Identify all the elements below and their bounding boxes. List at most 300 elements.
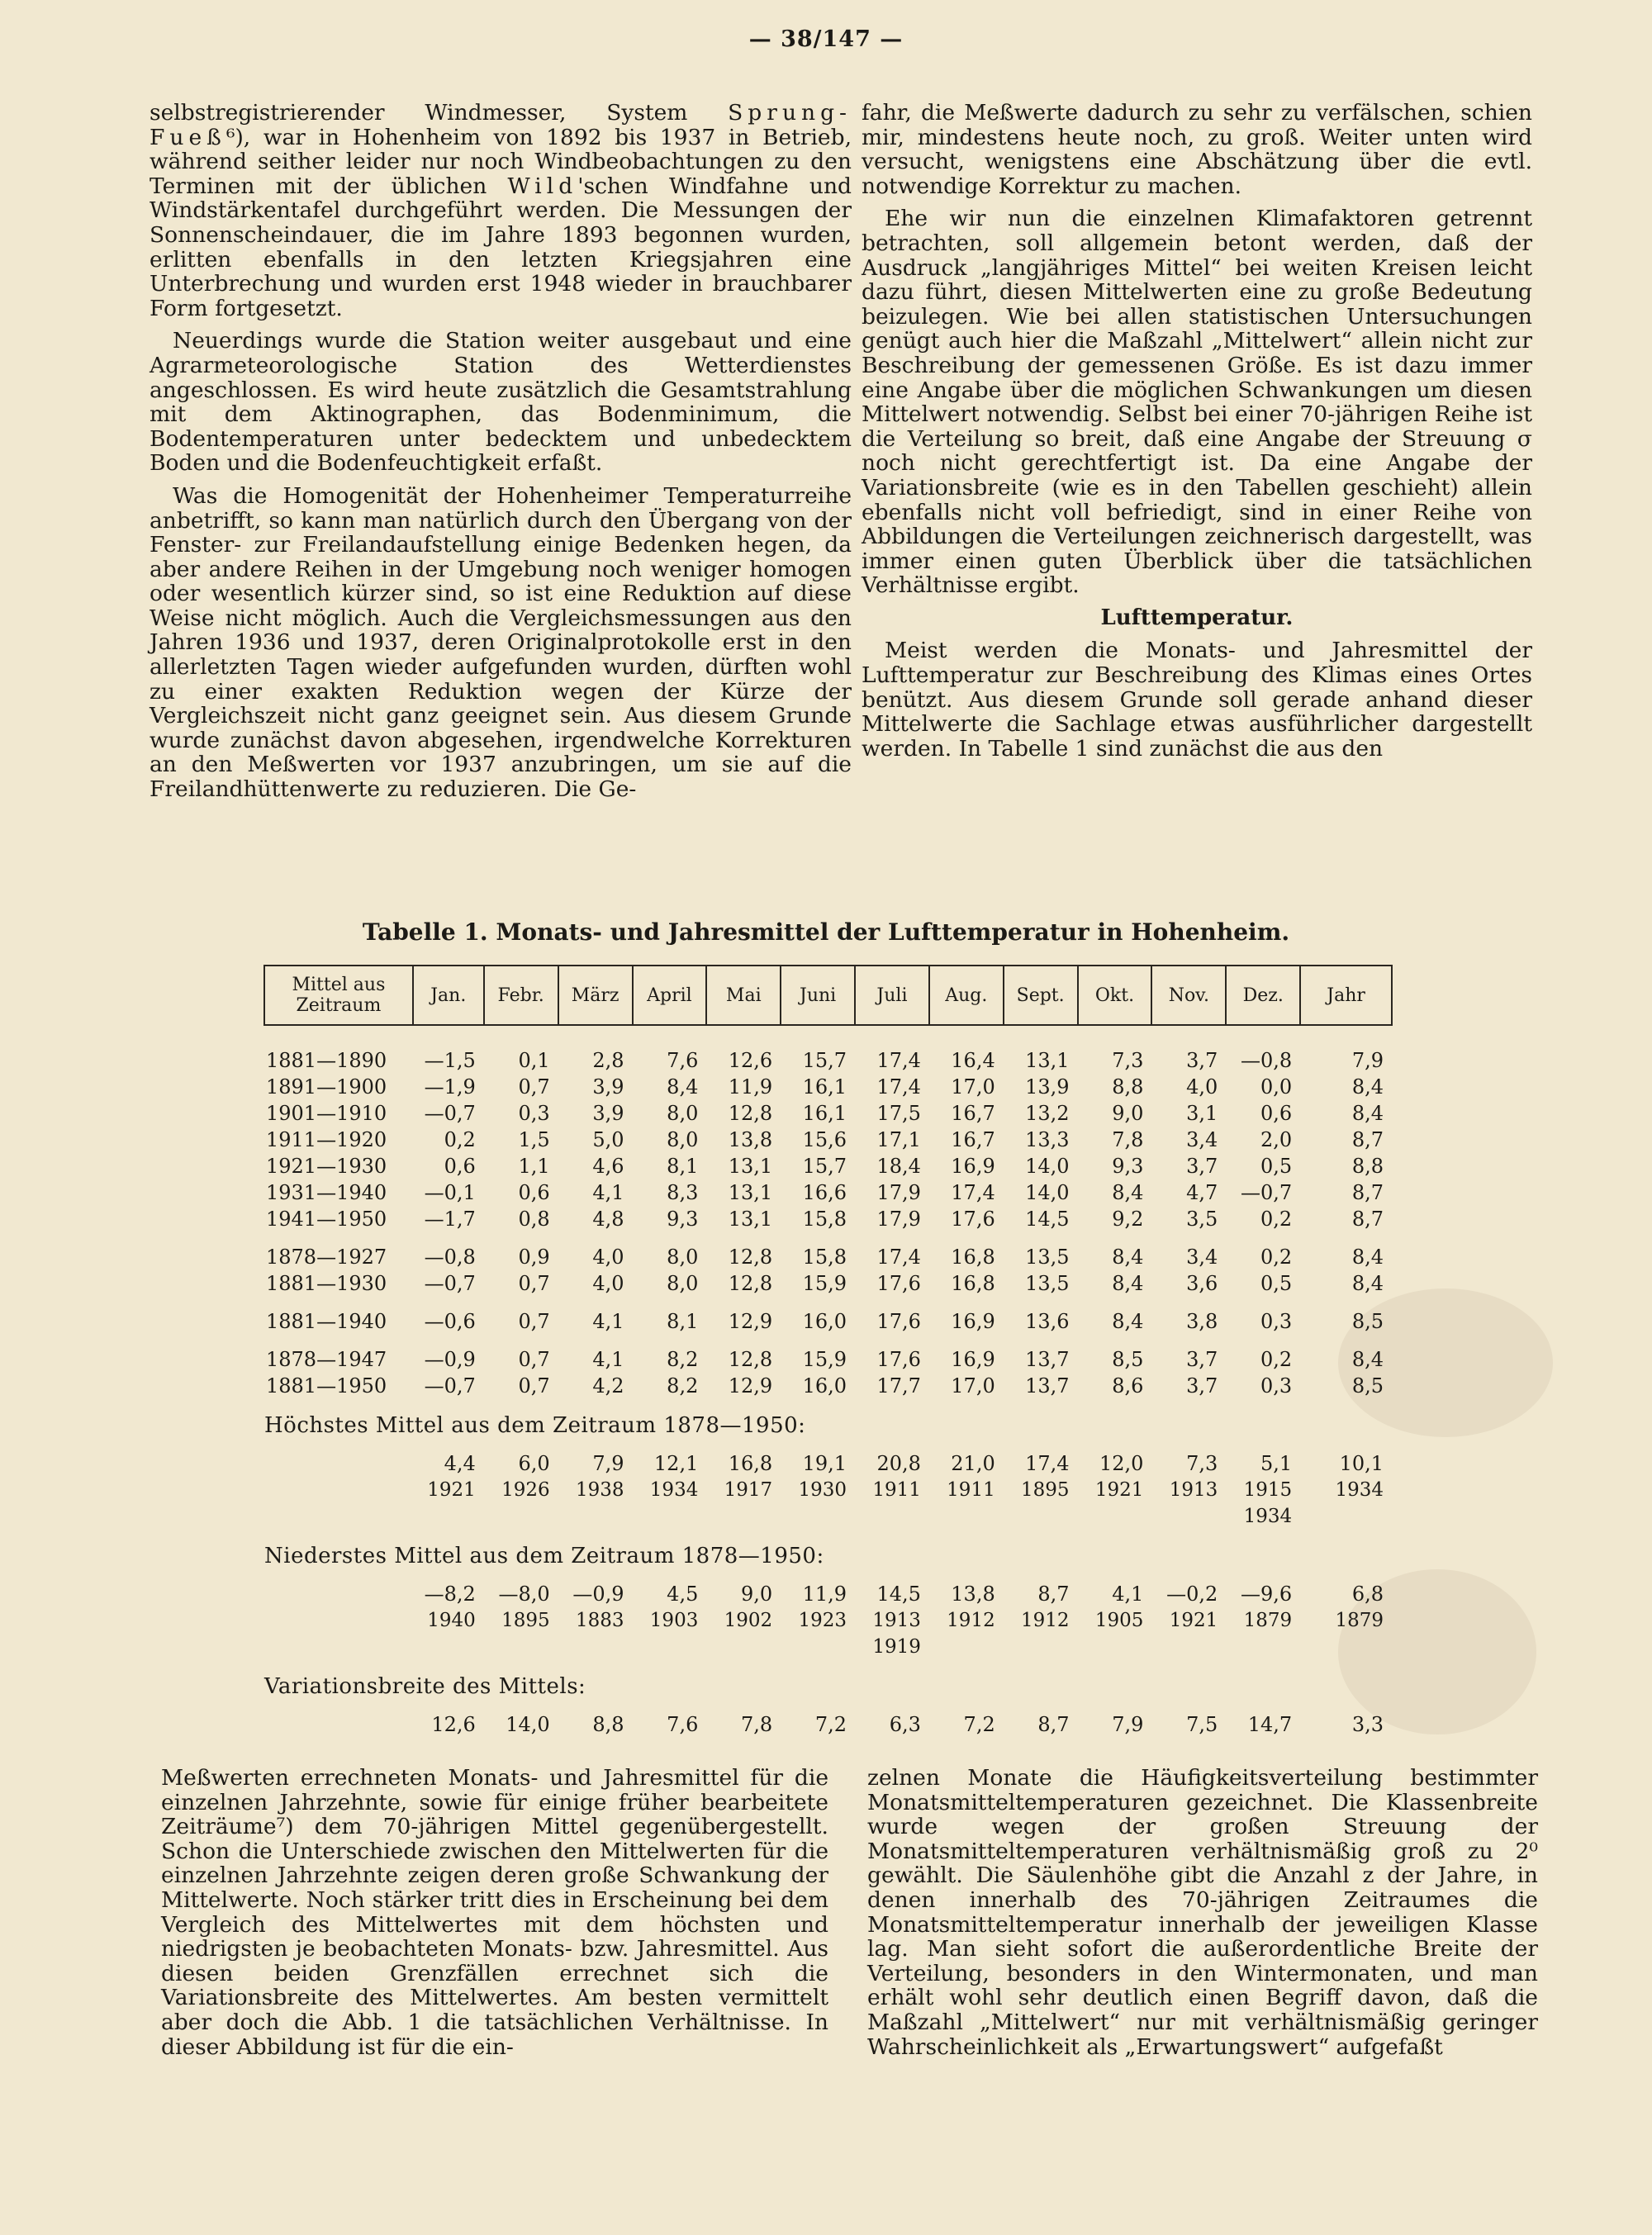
table-cell: 17,9 bbox=[876, 1181, 921, 1204]
column-bottom-right bbox=[867, 1766, 1538, 2059]
table-cell: 8,7 bbox=[1351, 1181, 1384, 1204]
table-cell: 14,0 bbox=[1025, 1155, 1070, 1178]
table-cell: —0,8 bbox=[1240, 1049, 1293, 1072]
table-row bbox=[264, 1074, 1392, 1100]
table-cell: 14,5 bbox=[876, 1583, 921, 1606]
table-cell: 13,1 bbox=[728, 1208, 773, 1231]
table-cell: 12,8 bbox=[728, 1246, 773, 1269]
table-cell: 16,9 bbox=[951, 1348, 995, 1371]
text: 'schen Windfahne und Windstärkentafel durchgeführt werden. Die Messungen der Sonnenscheindauer, die im Jahre 1893 begonnen wurden, erlitten ebenfalls in den letzten Kriegsjahren eine Unterbrechung und wurden erst 1948 wieder in brauchbarer Form fortgesetzt. bbox=[150, 173, 852, 321]
table-cell: 8,4 bbox=[1112, 1272, 1144, 1295]
table-cell: 4,1 bbox=[592, 1348, 624, 1371]
table-cell: 4,0 bbox=[592, 1246, 624, 1269]
table-cell: 1883 bbox=[575, 1610, 624, 1631]
table-cell: 1934 bbox=[649, 1479, 699, 1501]
table-cell: 8,8 bbox=[1112, 1075, 1144, 1099]
table-cell: 1940 bbox=[427, 1610, 476, 1631]
table-cell: 1,5 bbox=[518, 1128, 550, 1151]
table-cell: 0,2 bbox=[1260, 1348, 1293, 1371]
table-cell: 7,2 bbox=[963, 1713, 995, 1736]
name-spaced: Sprung-Fueß bbox=[150, 100, 852, 150]
text: ⁶), war in Hohenheim von 1892 bis 1937 in Betrieb, während seither leider nur noch Windbeobachtungen zu den Terminen mit der üblichen bbox=[150, 124, 852, 199]
table-cell: 7,6 bbox=[667, 1713, 699, 1736]
table-cell: 3,1 bbox=[1186, 1102, 1218, 1125]
table-cell: 17,4 bbox=[876, 1246, 921, 1269]
table-cell: 4,0 bbox=[1186, 1075, 1218, 1099]
table-cell: 17,6 bbox=[876, 1272, 921, 1295]
header-cell: Mittel aus Zeitraum bbox=[264, 966, 413, 1025]
row-label: 1921—1930 bbox=[266, 1155, 387, 1178]
table-cell: 16,0 bbox=[802, 1374, 847, 1397]
table-caption: Tabelle 1. Monats- und Jahresmittel der Lufttemperatur in Hohenheim. bbox=[362, 918, 1290, 946]
table-cell bbox=[558, 1634, 633, 1660]
table-cell: 8,7 bbox=[1037, 1713, 1070, 1736]
table-cell: 9,3 bbox=[667, 1208, 699, 1231]
table-cell: 14,0 bbox=[506, 1713, 550, 1736]
table-cell: 8,6 bbox=[1112, 1374, 1144, 1397]
table-cell: 4,1 bbox=[1112, 1583, 1144, 1606]
table-cell: 17,7 bbox=[876, 1374, 921, 1397]
table-cell: 8,8 bbox=[1351, 1155, 1384, 1178]
table-cell: 0,6 bbox=[1260, 1102, 1293, 1125]
table-cell: 17,5 bbox=[876, 1102, 921, 1125]
table-cell: 3,7 bbox=[1186, 1374, 1218, 1397]
table-cell bbox=[929, 1634, 1004, 1660]
table-cell: 17,4 bbox=[876, 1049, 921, 1072]
table-cell: 13,6 bbox=[1025, 1310, 1070, 1333]
table-row bbox=[264, 1127, 1392, 1153]
table-cell: 7,9 bbox=[592, 1452, 624, 1475]
table-cell: 8,3 bbox=[667, 1181, 699, 1204]
table-cell: 17,4 bbox=[876, 1075, 921, 1099]
header-cell: Jahr bbox=[1300, 966, 1392, 1025]
table-header-row bbox=[264, 966, 1392, 1025]
table-row bbox=[264, 1503, 1392, 1530]
table-cell: 16,8 bbox=[728, 1452, 773, 1475]
table-cell: 3,4 bbox=[1186, 1128, 1218, 1151]
table-cell: 8,4 bbox=[1351, 1246, 1384, 1269]
table-cell bbox=[558, 1503, 633, 1530]
table-cell: 17,0 bbox=[951, 1075, 995, 1099]
table-cell: 0,2 bbox=[1260, 1208, 1293, 1231]
table-cell: 12,8 bbox=[728, 1272, 773, 1295]
table-cell: 8,0 bbox=[667, 1102, 699, 1125]
header-cell: Febr. bbox=[484, 966, 558, 1025]
table-cell bbox=[1078, 1503, 1152, 1530]
table-cell: 0,0 bbox=[1260, 1075, 1293, 1099]
table-cell: 4,8 bbox=[592, 1208, 624, 1231]
table-cell: 4,0 bbox=[592, 1272, 624, 1295]
row-label: 1881—1940 bbox=[266, 1310, 387, 1333]
table-cell: 8,1 bbox=[667, 1155, 699, 1178]
table-cell: 8,4 bbox=[1351, 1102, 1384, 1125]
table-cell: 1895 bbox=[501, 1610, 550, 1631]
table-cell: 2,0 bbox=[1260, 1128, 1293, 1151]
table-cell: —9,6 bbox=[1240, 1583, 1293, 1606]
table-cell: 16,1 bbox=[802, 1075, 847, 1099]
table-cell: 17,9 bbox=[876, 1208, 921, 1231]
table-cell: 4,1 bbox=[592, 1181, 624, 1204]
table-cell: 1917 bbox=[724, 1479, 773, 1501]
paragraph: fahr, die Meßwerte dadurch zu sehr zu verfälschen, schien mir, mindestens heute noch, zu groß. Weiter unten wird versucht, wenigstens eine Abschätzung über die evtl. notwendige Korrektur zu machen. bbox=[862, 100, 1532, 199]
table-cell: 0,8 bbox=[518, 1208, 550, 1231]
header-cell: Dez. bbox=[1226, 966, 1300, 1025]
table-cell: 4,1 bbox=[592, 1310, 624, 1333]
table-cell: 9,3 bbox=[1112, 1155, 1144, 1178]
paragraph: Neuerdings wurde die Station weiter ausgebaut und eine Agrarmeteorologische Station des Wetterdienstes angeschlossen. Es wird heute zusätzlich die Gesamtstrahlung mit dem Aktinographen, das Bodenminimum, die Bodentemperaturen unter bedecktem und unbedecktem Boden und die Bodenfeuchtigkeit erfaßt. bbox=[150, 328, 852, 477]
table-cell: 13,2 bbox=[1025, 1102, 1070, 1125]
table-cell: 16,1 bbox=[802, 1102, 847, 1125]
table-cell bbox=[706, 1634, 781, 1660]
table-cell: 1911 bbox=[947, 1479, 995, 1501]
table-cell: —1,7 bbox=[424, 1208, 476, 1231]
table-cell bbox=[484, 1503, 558, 1530]
table-cell: 17,6 bbox=[951, 1208, 995, 1231]
table-cell bbox=[1300, 1634, 1392, 1660]
table-cell: 12,6 bbox=[728, 1049, 773, 1072]
table-cell: 0,7 bbox=[518, 1310, 550, 1333]
table-cell: 14,5 bbox=[1025, 1208, 1070, 1231]
table-cell bbox=[1300, 1503, 1392, 1530]
table-cell: 1879 bbox=[1335, 1610, 1384, 1631]
table-cell: 8,4 bbox=[1351, 1348, 1384, 1371]
header-cell: Sept. bbox=[1004, 966, 1078, 1025]
data-table bbox=[263, 965, 1393, 1738]
table-cell: 7,3 bbox=[1112, 1049, 1144, 1072]
table-cell: 1912 bbox=[947, 1610, 995, 1631]
table-cell: 4,6 bbox=[592, 1155, 624, 1178]
table-cell: 16,0 bbox=[802, 1310, 847, 1333]
table-cell bbox=[1004, 1503, 1078, 1530]
row-label bbox=[264, 1569, 413, 1607]
table-cell bbox=[1151, 1634, 1226, 1660]
table-cell bbox=[781, 1503, 855, 1530]
table-cell: 0,7 bbox=[518, 1348, 550, 1371]
table-cell: 0,3 bbox=[1260, 1310, 1293, 1333]
table-cell: 1911 bbox=[872, 1479, 921, 1501]
table-cell: 0,7 bbox=[518, 1374, 550, 1397]
table-cell: 1930 bbox=[798, 1479, 847, 1501]
table-cell: 11,9 bbox=[728, 1075, 773, 1099]
table-row bbox=[264, 1153, 1392, 1179]
table-cell: 17,6 bbox=[876, 1348, 921, 1371]
table-cell: 10,1 bbox=[1339, 1452, 1384, 1475]
table-row bbox=[264, 1206, 1392, 1232]
table-cell: 0,6 bbox=[518, 1181, 550, 1204]
table-cell: 3,7 bbox=[1186, 1049, 1218, 1072]
table-cell: 15,7 bbox=[802, 1155, 847, 1178]
table-cell: 12,8 bbox=[728, 1348, 773, 1371]
row-label: 1881—1950 bbox=[266, 1374, 387, 1397]
table-cell: 3,9 bbox=[592, 1102, 624, 1125]
table-cell: 0,5 bbox=[1260, 1272, 1293, 1295]
table-cell: 1,1 bbox=[518, 1155, 550, 1178]
table-cell: 1902 bbox=[724, 1610, 773, 1631]
table-cell: 4,5 bbox=[667, 1583, 699, 1606]
header-cell: März bbox=[558, 966, 633, 1025]
row-label bbox=[264, 1700, 413, 1738]
table-cell: 17,4 bbox=[951, 1181, 995, 1204]
table-cell: 16,6 bbox=[802, 1181, 847, 1204]
table-cell: 13,7 bbox=[1025, 1348, 1070, 1371]
table-cell: —0,7 bbox=[424, 1374, 476, 1397]
row-label: 1878—1927 bbox=[266, 1246, 387, 1269]
table-cell: 0,5 bbox=[1260, 1155, 1293, 1178]
row-label: 1941—1950 bbox=[266, 1208, 387, 1231]
table-cell: 8,1 bbox=[667, 1310, 699, 1333]
table-cell: 8,8 bbox=[592, 1713, 624, 1736]
table-cell: 9,0 bbox=[741, 1583, 773, 1606]
column-top-left bbox=[150, 101, 852, 802]
table-cell: 4,7 bbox=[1186, 1181, 1218, 1204]
table-cell: 0,1 bbox=[518, 1049, 550, 1072]
table-cell: 20,8 bbox=[876, 1452, 921, 1475]
table-cell: 12,8 bbox=[728, 1102, 773, 1125]
table-cell: 7,3 bbox=[1186, 1452, 1218, 1475]
table-row bbox=[264, 1100, 1392, 1127]
table-cell: 8,5 bbox=[1112, 1348, 1144, 1371]
header-cell: Okt. bbox=[1078, 966, 1152, 1025]
table-row bbox=[264, 1439, 1392, 1477]
table-cell: 14,0 bbox=[1025, 1181, 1070, 1204]
table-cell: 5,0 bbox=[592, 1128, 624, 1151]
row-label bbox=[264, 1634, 413, 1660]
table-cell: 6,3 bbox=[889, 1713, 921, 1736]
table-cell: 13,8 bbox=[728, 1128, 773, 1151]
paragraph: Was die Homogenität der Hohenheimer Temperaturreihe anbetrifft, so kann man natürlich durch den Übergang von der Fenster- zur Freilandaufstellung einige Bedenken hegen, da aber andere Reihen in der Umgebung noch weniger homogen oder wesentlich kürzer sind, so ist eine Reduktion auf diese Weise nicht möglich. Auch die Vergleichsmessungen aus den Jahren 1936 und 1937, deren Originalprotokolle erst in den allerletzten Tagen wieder aufgefunden wurden, dürften wohl zu einer exakten Reduktion wegen der Kürze der Vergleichszeit nicht ganz geeignet sein. Aus diesem Grunde wurde zunächst davon abgesehen, irgendwelche Korrekturen an den Meßwerten vor 1937 anzubringen, um sie auf die Freilandhüttenwerte zu reduzieren. Die Ge- bbox=[150, 482, 852, 803]
table-cell: 1926 bbox=[501, 1479, 550, 1501]
row-label: 1931—1940 bbox=[266, 1181, 387, 1204]
table-cell: 13,5 bbox=[1025, 1246, 1070, 1269]
table-cell: 16,9 bbox=[951, 1155, 995, 1178]
table-row bbox=[264, 1569, 1392, 1607]
table-cell: —0,8 bbox=[424, 1246, 476, 1269]
table-cell bbox=[781, 1634, 855, 1660]
table-cell: 7,2 bbox=[814, 1713, 847, 1736]
header-cell: Aug. bbox=[929, 966, 1004, 1025]
table-cell: 7,9 bbox=[1351, 1049, 1384, 1072]
table-cell: 4,4 bbox=[444, 1452, 476, 1475]
table-cell: 15,6 bbox=[802, 1128, 847, 1151]
table-row bbox=[264, 1335, 1392, 1373]
table-cell: 18,4 bbox=[876, 1155, 921, 1178]
table-cell: 17,1 bbox=[876, 1128, 921, 1151]
table-row bbox=[264, 1700, 1392, 1738]
section-title: Niederstes Mittel aus dem Zeitraum 1878—1950: bbox=[264, 1544, 824, 1568]
column-bottom-left bbox=[161, 1766, 828, 2059]
paragraph: Meßwerten errechneten Monats- und Jahresmittel für die einzelnen Jahrzehnte, sowie für einige früher bearbeitete Zeiträume⁷) dem 70-jährigen Mittel gegenübergestellt. Schon die Unterschiede zwischen den Mittelwerten für die einzelnen Jahrzehnte zeigen deren große Schwankung der Mittelwerte. Noch stärker tritt dies in Erscheinung bei dem Vergleich des Mittelwertes mit dem höchsten und niedrigsten je beobachteten Monats- bzw. Jahresmittel. Aus diesen beiden Grenzfällen errechnet sich die Variationsbreite des Mittelwertes. Am besten vermittelt aber doch die Abb. 1 die tatsächlichen Verhältnisse. In dieser Abbildung ist für die ein- bbox=[161, 1765, 828, 2060]
row-label bbox=[264, 1439, 413, 1477]
table-cell: 16,8 bbox=[951, 1246, 995, 1269]
header-cell: Mai bbox=[706, 966, 781, 1025]
table-cell: 1915 bbox=[1243, 1479, 1293, 1501]
column-top-right bbox=[862, 101, 1532, 761]
row-label: 1881—1890 bbox=[266, 1049, 387, 1072]
table-cell bbox=[1078, 1634, 1152, 1660]
table-cell: 7,9 bbox=[1112, 1713, 1144, 1736]
section-title-row bbox=[264, 1530, 1392, 1569]
row-label bbox=[264, 1503, 413, 1530]
table-cell: 8,4 bbox=[1112, 1246, 1144, 1269]
table-cell: 8,0 bbox=[667, 1272, 699, 1295]
table-cell: —1,9 bbox=[424, 1075, 476, 1099]
table-cell: —0,9 bbox=[572, 1583, 624, 1606]
table-row bbox=[264, 1232, 1392, 1270]
header-cell: Juni bbox=[781, 966, 855, 1025]
table-cell: 13,1 bbox=[1025, 1049, 1070, 1072]
text: selbstregistrierender Windmesser, System bbox=[150, 100, 729, 126]
table-cell: 15,7 bbox=[802, 1049, 847, 1072]
paragraph: Ehe wir nun die einzelnen Klimafaktoren getrennt betrachten, soll allgemein betont werden, daß der Ausdruck „langjähriges Mittel“ bei weiten Kreisen leicht dazu führt, diesen Mittelwerten eine zu große Bedeutung beizulegen. Wie bei allen statistischen Untersuchungen genügt auch hier die Maßzahl „Mittelwert“ allein nicht zur Beschreibung der gemessenen Größe. Es ist dazu immer eine Angabe über die möglichen Schwankungen um diesen Mittelwert notwendig. Selbst bei einer 70-jährigen Reihe ist die Verteilung so breit, daß eine Angabe der Streuung σ noch nicht gerechtfertigt ist. Da eine Angabe der Variationsbreite (wie es in den Tabellen geschieht) allein ebenfalls nicht voll befriedigt, sind in einer Reihe von Abbildungen die Verteilungen zeichnerisch dargestellt, was immer einen guten Überblick über die tatsächlichen Verhältnisse ergibt. bbox=[862, 206, 1532, 599]
table-cell: 16,4 bbox=[951, 1049, 995, 1072]
table-cell: 3,3 bbox=[1351, 1713, 1384, 1736]
table-cell: —0,7 bbox=[1240, 1181, 1293, 1204]
table-cell: 8,0 bbox=[667, 1246, 699, 1269]
table-cell: —0,7 bbox=[424, 1272, 476, 1295]
table-cell: 1919 bbox=[872, 1636, 921, 1658]
table-cell: 1934 bbox=[1243, 1506, 1293, 1527]
table-row bbox=[264, 1270, 1392, 1297]
table-cell: 7,8 bbox=[741, 1713, 773, 1736]
table-cell bbox=[1226, 1634, 1300, 1660]
table-cell: 1913 bbox=[872, 1610, 921, 1631]
table-cell bbox=[855, 1503, 929, 1530]
table-cell bbox=[484, 1634, 558, 1660]
section-title-row bbox=[264, 1399, 1392, 1439]
table-cell: 16,9 bbox=[951, 1310, 995, 1333]
table-cell: 11,9 bbox=[802, 1583, 847, 1606]
table-cell: 8,7 bbox=[1037, 1583, 1070, 1606]
table-cell: 3,7 bbox=[1186, 1348, 1218, 1371]
table-cell bbox=[413, 1634, 484, 1660]
table-cell: 8,4 bbox=[1112, 1181, 1144, 1204]
header-cell: Nov. bbox=[1151, 966, 1226, 1025]
section-title: Höchstes Mittel aus dem Zeitraum 1878—1950: bbox=[264, 1413, 806, 1438]
table-cell: 9,0 bbox=[1112, 1102, 1144, 1125]
table-cell: 3,6 bbox=[1186, 1272, 1218, 1295]
table-cell: 1879 bbox=[1243, 1610, 1293, 1631]
table-cell: 1913 bbox=[1169, 1479, 1218, 1501]
table-cell: 1923 bbox=[798, 1610, 847, 1631]
table-cell: 1905 bbox=[1094, 1610, 1144, 1631]
name-spaced: Wild bbox=[507, 173, 578, 199]
table-cell: 0,3 bbox=[1260, 1374, 1293, 1397]
table-cell: 15,9 bbox=[802, 1348, 847, 1371]
table-cell bbox=[633, 1634, 707, 1660]
table-cell: —0,9 bbox=[424, 1348, 476, 1371]
table-cell: 4,2 bbox=[592, 1374, 624, 1397]
table-cell: 15,8 bbox=[802, 1208, 847, 1231]
table-cell bbox=[706, 1503, 781, 1530]
paragraph bbox=[150, 101, 852, 320]
table-cell: 1921 bbox=[1169, 1610, 1218, 1631]
table-cell bbox=[413, 1503, 484, 1530]
table-row bbox=[264, 1297, 1392, 1335]
row-label: 1881—1930 bbox=[266, 1272, 387, 1295]
table-cell: 17,6 bbox=[876, 1310, 921, 1333]
table-cell: 0,2 bbox=[444, 1128, 476, 1151]
table-cell: 1921 bbox=[1094, 1479, 1144, 1501]
temperature-table bbox=[263, 965, 1393, 1738]
section-heading: Lufttemperatur. bbox=[1100, 605, 1294, 630]
table-cell: 6,0 bbox=[518, 1452, 550, 1475]
table-cell: 8,4 bbox=[1112, 1310, 1144, 1333]
table-cell: 13,3 bbox=[1025, 1128, 1070, 1151]
table-cell: 8,7 bbox=[1351, 1208, 1384, 1231]
table-cell: 3,9 bbox=[592, 1075, 624, 1099]
table-cell: 0,2 bbox=[1260, 1246, 1293, 1269]
table-cell: —1,5 bbox=[424, 1049, 476, 1072]
table-cell: 2,8 bbox=[592, 1049, 624, 1072]
table-cell: 14,7 bbox=[1247, 1713, 1293, 1736]
table-cell: 0,7 bbox=[518, 1075, 550, 1099]
table-cell: 13,5 bbox=[1025, 1272, 1070, 1295]
table-row bbox=[264, 1607, 1392, 1634]
table-cell bbox=[929, 1503, 1004, 1530]
table-cell: 9,2 bbox=[1112, 1208, 1144, 1231]
table-cell: 1903 bbox=[649, 1610, 699, 1631]
table-cell: 16,7 bbox=[951, 1102, 995, 1125]
table-cell: 8,2 bbox=[667, 1348, 699, 1371]
table-row bbox=[264, 1179, 1392, 1206]
table-cell: 8,0 bbox=[667, 1128, 699, 1151]
table-cell bbox=[1151, 1503, 1226, 1530]
row-label bbox=[264, 1607, 413, 1634]
table-row bbox=[264, 1025, 1392, 1074]
table-cell: 16,8 bbox=[951, 1272, 995, 1295]
table-cell: 8,4 bbox=[667, 1075, 699, 1099]
header-cell: Jan. bbox=[413, 966, 484, 1025]
table-row bbox=[264, 1634, 1392, 1660]
table-row bbox=[264, 1373, 1392, 1399]
table-cell bbox=[633, 1503, 707, 1530]
table-cell: 13,1 bbox=[728, 1181, 773, 1204]
table-cell: —0,7 bbox=[424, 1102, 476, 1125]
table-cell: 13,8 bbox=[951, 1583, 995, 1606]
table-cell: —8,2 bbox=[424, 1583, 476, 1606]
table-cell: 15,8 bbox=[802, 1246, 847, 1269]
row-label bbox=[264, 1477, 413, 1503]
table-cell: 19,1 bbox=[802, 1452, 847, 1475]
section-title-row bbox=[264, 1660, 1392, 1700]
table-cell: 3,7 bbox=[1186, 1155, 1218, 1178]
table-cell: 12,9 bbox=[728, 1310, 773, 1333]
page-number: — 38/147 — bbox=[748, 26, 904, 52]
table-cell: 8,2 bbox=[667, 1374, 699, 1397]
table-cell: 13,9 bbox=[1025, 1075, 1070, 1099]
header-cell: April bbox=[633, 966, 707, 1025]
table-cell: 0,7 bbox=[518, 1272, 550, 1295]
table-cell: 8,7 bbox=[1351, 1128, 1384, 1151]
row-label: 1891—1900 bbox=[266, 1075, 387, 1099]
table-cell: 17,0 bbox=[951, 1374, 995, 1397]
table-cell: 5,1 bbox=[1260, 1452, 1293, 1475]
row-label: 1911—1920 bbox=[266, 1128, 387, 1151]
table-row bbox=[264, 1477, 1392, 1503]
table-cell: 7,6 bbox=[667, 1049, 699, 1072]
section-title: Variationsbreite des Mittels: bbox=[264, 1674, 586, 1699]
table-cell: 7,5 bbox=[1186, 1713, 1218, 1736]
table-cell: 6,8 bbox=[1351, 1583, 1384, 1606]
table-cell: 1934 bbox=[1335, 1479, 1384, 1501]
table-cell: 0,6 bbox=[444, 1155, 476, 1178]
table-cell: —0,2 bbox=[1166, 1583, 1218, 1606]
row-label: 1901—1910 bbox=[266, 1102, 387, 1125]
table-cell: 0,9 bbox=[518, 1246, 550, 1269]
table-cell bbox=[1004, 1634, 1078, 1660]
table-cell: 12,1 bbox=[653, 1452, 699, 1475]
table-cell: 1921 bbox=[427, 1479, 476, 1501]
